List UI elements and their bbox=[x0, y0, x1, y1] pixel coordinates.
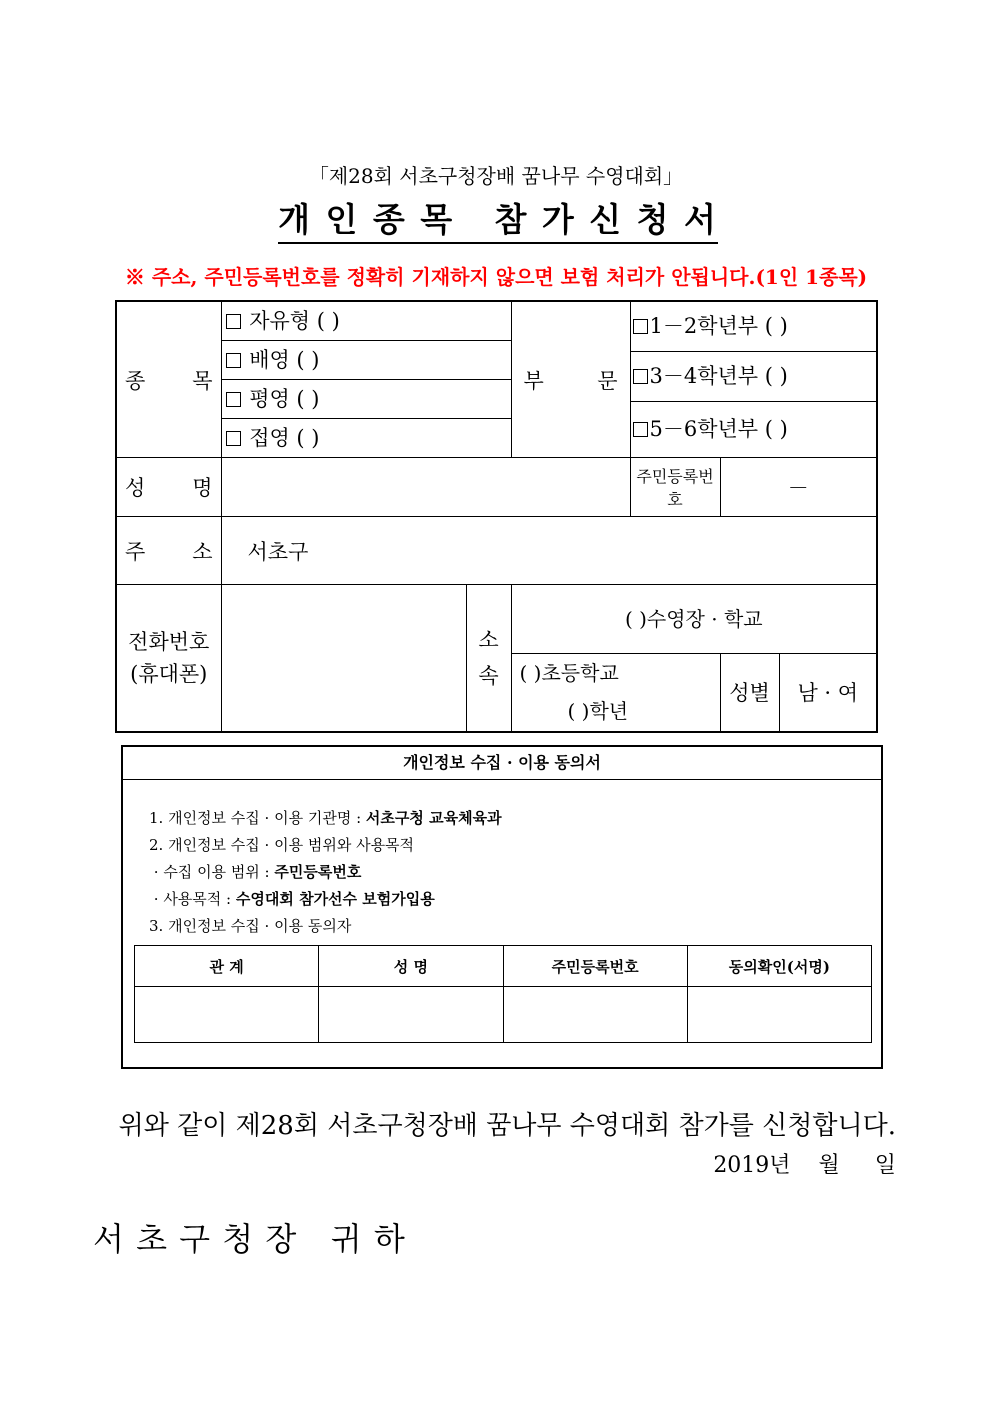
checkbox-icon[interactable] bbox=[633, 422, 648, 437]
warning-notice: ※ 주소, 주민등록번호를 정확히 기재하지 않으면 보험 처리가 안됩니다.(1인 1종목) bbox=[124, 265, 868, 289]
phone-label-cell: 전화번호 (휴대폰) bbox=[116, 585, 221, 732]
relationship-input[interactable] bbox=[135, 987, 319, 1043]
gender-options[interactable]: 남 · 여 bbox=[779, 654, 877, 732]
rrn-input-cell[interactable]: － bbox=[720, 458, 877, 517]
address-label-cell: 주 소 bbox=[116, 517, 221, 585]
form-subtitle: 「제28회 서초구청장배 꿈나무 수영대회」 bbox=[308, 164, 684, 188]
rrn-label: 주민등록번호 bbox=[630, 458, 720, 517]
phone-input-cell[interactable] bbox=[221, 585, 466, 732]
header-name: 성 명 bbox=[319, 946, 503, 987]
affiliation-school-grade-cell[interactable]: ( )초등학교 ( )학년 bbox=[511, 654, 720, 732]
division-options-cell bbox=[630, 301, 877, 458]
form-title: 개 인 종 목 참 가 신 청 서 bbox=[278, 194, 718, 244]
signature-input[interactable] bbox=[687, 987, 871, 1043]
rrn-input[interactable] bbox=[503, 987, 687, 1043]
consent-item-1: 1. 개인정보 수집 · 이용 기관명 : 서초구청 교육체육과 bbox=[149, 809, 502, 827]
gender-label: 성별 bbox=[720, 654, 779, 732]
consent-items bbox=[149, 805, 502, 940]
name-input-cell[interactable] bbox=[221, 458, 630, 517]
event-options-cell bbox=[221, 301, 511, 458]
application-statement: 위와 같이 제28회 서초구청장배 꿈나무 수영대회 참가를 신청합니다. bbox=[118, 1111, 896, 1141]
consent-signature-table bbox=[134, 945, 872, 1043]
division-option-5-6[interactable]: 5－6학년부 ( ) bbox=[631, 402, 877, 456]
header-signature: 동의확인(서명) bbox=[687, 946, 871, 987]
address-input-cell[interactable]: 서초구 bbox=[221, 517, 877, 585]
event-label-cell: 종 목 bbox=[116, 301, 221, 458]
header-relationship: 관 계 bbox=[135, 946, 319, 987]
consent-item-2b: · 사용목적 : 수영대회 참가선수 보험가입용 bbox=[153, 890, 435, 908]
application-form-table bbox=[115, 300, 878, 733]
checkbox-icon[interactable] bbox=[633, 319, 648, 334]
division-label-cell: 부 문 bbox=[511, 301, 630, 458]
division-option-1-2[interactable]: 1－2학년부 ( ) bbox=[631, 302, 877, 352]
checkbox-icon[interactable] bbox=[226, 392, 241, 407]
event-option-butterfly[interactable]: 접영 ( ) bbox=[222, 419, 511, 457]
event-option-breaststroke[interactable]: 평영 ( ) bbox=[222, 380, 511, 419]
name-input[interactable] bbox=[319, 987, 503, 1043]
addressee: 서 초 구 청 장 귀 하 bbox=[93, 1220, 406, 1258]
name-label-cell: 성 명 bbox=[116, 458, 221, 517]
checkbox-icon[interactable] bbox=[226, 353, 241, 368]
affiliation-pool-school-cell[interactable]: ( )수영장 · 학교 bbox=[511, 585, 877, 654]
consent-item-2: 2. 개인정보 수집 · 이용 범위와 사용목적 bbox=[149, 836, 415, 854]
checkbox-icon[interactable] bbox=[226, 431, 241, 446]
division-option-3-4[interactable]: 3－4학년부 ( ) bbox=[631, 352, 877, 402]
event-option-backstroke[interactable]: 배영 ( ) bbox=[222, 341, 511, 380]
event-option-freestyle[interactable]: 자유형 ( ) bbox=[222, 302, 511, 341]
application-date: 2019년 월 일 bbox=[713, 1153, 896, 1178]
checkbox-icon[interactable] bbox=[633, 369, 648, 384]
consent-item-2a: · 수집 이용 범위 : 주민등록번호 bbox=[153, 863, 362, 881]
consent-item-3: 3. 개인정보 수집 · 이용 동의자 bbox=[149, 917, 352, 935]
privacy-consent-box bbox=[121, 745, 883, 1069]
consent-heading: 개인정보 수집 · 이용 동의서 bbox=[123, 747, 881, 780]
checkbox-icon[interactable] bbox=[226, 314, 241, 329]
header-rrn: 주민등록번호 bbox=[503, 946, 687, 987]
affiliation-label-cell: 소 속 bbox=[466, 585, 511, 732]
